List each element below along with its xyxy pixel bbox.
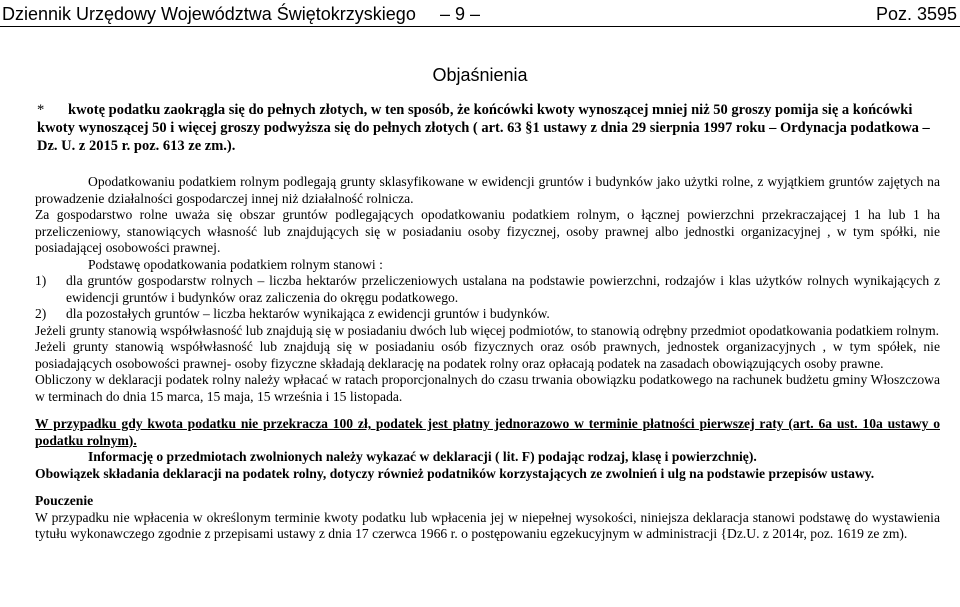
- page-title: Objaśnienia: [432, 65, 528, 85]
- journal-name: Dziennik Urzędowy Województwa Świętokrzyskiego: [2, 4, 416, 24]
- position-number: Poz. 3595: [875, 4, 957, 24]
- paragraph-co-ownership: Jeżeli grunty stanowią współwłasność lub znajdują się w posiadaniu dwóch lub więcej podmiotów, to stanowią odrębny przedmiot opodatkowania podatkiem rolnym.: [35, 322, 940, 338]
- header-rule: [0, 26, 960, 27]
- list-number: 1): [35, 273, 47, 288]
- note-marker: *: [37, 102, 45, 118]
- rounding-note: [37, 101, 939, 155]
- list-text: dla gruntów gospodarstw rolnych – liczba hektarów przeliczeniowych ustalana na podstawie powierzchni, rodzajów i klas użytków rolnych wynikających z ewidencji gruntów i budynków oraz zaliczenia do okręgu podatkowego.: [66, 273, 940, 305]
- explanations-body: [35, 174, 940, 543]
- page-header: [0, 2, 960, 26]
- paragraph-exemptions-info: Informację o przedmiotach zwolnionych należy wykazać w deklaracji ( lit. F) podając rodzaj, klasę i powierzchnię).: [88, 449, 757, 464]
- pouczenie-heading: Pouczenie: [35, 493, 94, 508]
- note-text: kwotę podatku zaokrągla się do pełnych złotych, w ten sposób, że końcówki kwoty wynoszącej mniej niż 50 groszy pomija się a końcówki kwoty wynoszącej 50 i więcej groszy podwyższa się do pełnych złotych ( art. 63 §1 ustawy z dnia 29 sierpnia 1997 roku – Ordynacja podatkowa – Dz. U. z 2015 r. poz. 613 ze zm.).: [37, 102, 930, 154]
- paragraph-farm-definition: Za gospodarstwo rolne uważa się obszar gruntów podlegających opodatkowaniu podatkiem rolnym, o łącznej powierzchni przekraczającej 1 ha lub 1 ha przeliczeniowy, stanowiących własność lub znajdujących się w posiadaniu osoby fizycznej, osoby prawnej albo jednostki organizacyjnej , w tym spółki, nie posiadającej osobowości prawnej.: [35, 207, 940, 255]
- paragraph-taxation-scope: Opodatkowaniu podatkiem rolnym podlegają grunty sklasyfikowane w ewidencji gruntów i budynków jako użytki rolne, z wyjątkiem gruntów zajętych na prowadzenie działalności gospodarczej innej niż działalność rolnicza.: [35, 174, 940, 206]
- list-number: 2): [35, 306, 47, 321]
- list-text: dla pozostałych gruntów – liczba hektarów wynikająca z ewidencji gruntów i budynków.: [66, 306, 550, 321]
- paragraph-tax-base: Podstawę opodatkowania podatkiem rolnym stanowi :: [88, 256, 383, 272]
- paragraph-installments: Obliczony w deklaracji podatek rolny należy wpłacać w ratach proporcjonalnych do czasu trwania obowiązku podatkowego na rachunek budżetu gminy Włoszczowa w terminach do dnia 15 marca, 15 maja, 15 września i 15 listopada.: [35, 372, 940, 404]
- paragraph-mixed-ownership: Jeżeli grunty stanowią współwłasność lub znajdują się w posiadaniu osób fizycznych oraz osób prawnych, jednostek organizacyjnych , w tym spółek, nie posiadających osobowości prawnej- osoby fizyczne składają deklarację na podatek rolny oraz opłacają podatek na zasadach obowiązujących osoby prawne.: [35, 339, 940, 371]
- paragraph-single-payment: W przypadku gdy kwota podatku nie przekracza 100 zł, podatek jest płatny jednorazowo w terminie płatności pierwszej raty (art. 6a ust. 10a ustawy o podatku rolnym).: [35, 416, 940, 448]
- page-number: – 9 –: [440, 4, 481, 24]
- pouczenie-text: W przypadku nie wpłacenia w określonym terminie kwoty podatku lub wpłacenia jej w niepełnej wysokości, niniejsza deklaracja stanowi podstawę do wystawienia tytułu wykonawczego zgodnie z przepisami ustawy z dnia 17 czerwca 1966 r. o postępowaniu egzekucyjnym w administracji {Dz.U. z 2014r, poz. 1619 ze zm).: [35, 509, 940, 541]
- paragraph-filing-obligation: Obowiązek składania deklaracji na podatek rolny, dotyczy również podatników korzystających ze zwolnień i ulg na podstawie przepisów ustawy.: [35, 465, 875, 481]
- list-item-farm-land: [35, 273, 940, 306]
- list-item-other-land: [35, 306, 940, 323]
